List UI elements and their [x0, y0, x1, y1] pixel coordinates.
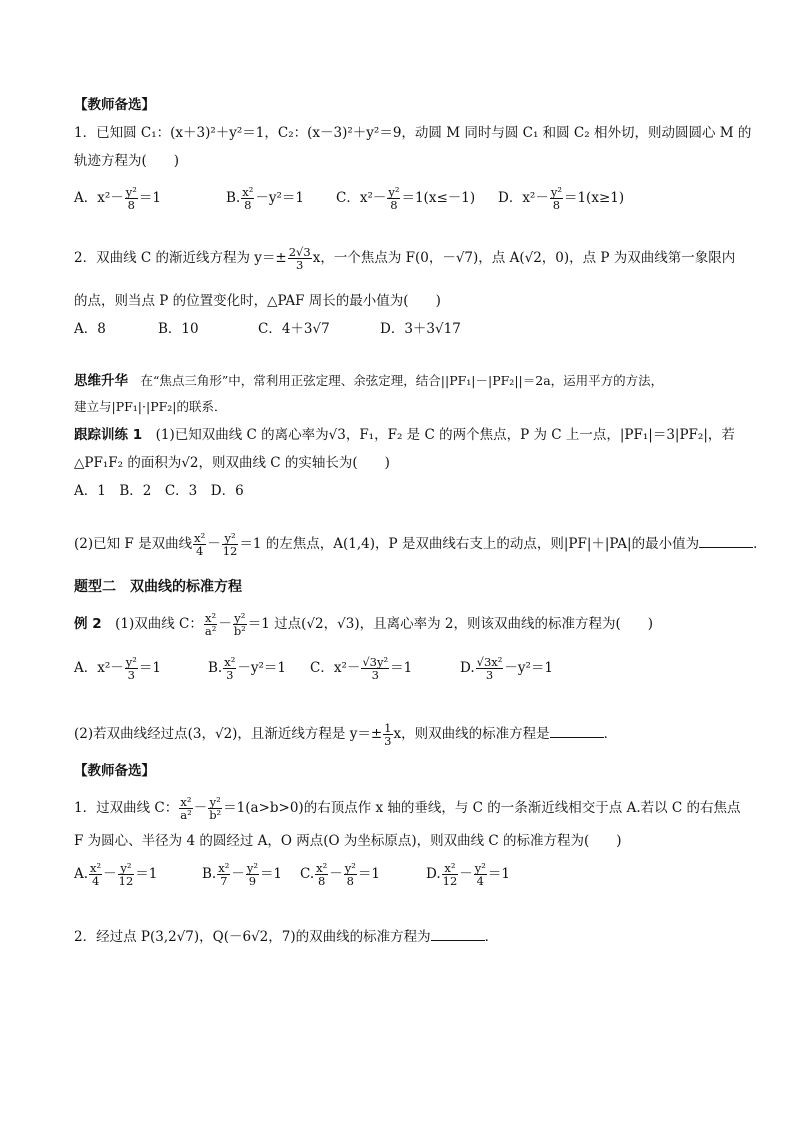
ex2-part1: 例 2 (1)双曲线 C： $\frac{\text{x²}}{\text{a²}}$ － $\frac{\text{y²}}{\text{b²}}$ ＝1 过点(√2，√3)，且离心率为 2，则该双曲线的标准方程为( )	[74, 611, 654, 638]
practice-line1: 跟踪训练 1 (1)已知双曲线 C 的离心率为√3，F₁，F₂ 是 C 的两个焦点，P 为 C 上一点，|PF₁|＝3|PF₂|，若	[74, 427, 735, 443]
practice-line2: △PF₁F₂ 的面积为√2，则双曲线 C 的实轴长为( )	[74, 455, 390, 471]
ex2-option-d: D. $\frac{\text{√3x²}}{3}$ －y²＝1	[460, 655, 554, 682]
q3-option-d: D. $\frac{\text{x²}}{12}$ － $\frac{\text{y²}}{4}$ ＝1	[426, 861, 510, 888]
q3-stem-line1: 1．过双曲线 C： $\frac{\text{x²}}{\text{a²}}$ － $\frac{\text{y²}}{\text{b²}}$ ＝1(a>b>0)的右顶点作 x 轴的垂线，与 C 的一条渐近线相交于点 A.若以 C 的右焦点	[74, 795, 741, 822]
q1-option-d: D．x²－ $\frac{\text{y²}}{8}$ ＝1(x≥1)	[498, 185, 625, 212]
q2-stem-line1: 2．双曲线 C 的渐近线方程为 y＝± $\frac{2√3}{3}$ x，一个焦点为 F(0，－√7)，点 A(√2，0)，点 P 为双曲线第一象限内	[74, 245, 736, 272]
q2-stem-line2: 的点，则当点 P 的位置变化时，△PAF 周长的最小值为( )	[74, 293, 441, 309]
answer-blank	[431, 928, 485, 941]
q2-option-b: B．10	[158, 321, 199, 337]
ex2-option-b: B. $\frac{\text{x²}}{3}$ －y²＝1	[208, 655, 286, 682]
q3-option-c: C. $\frac{\text{x²}}{8}$ － $\frac{\text{y²}}{8}$ ＝1	[300, 861, 380, 888]
q1-options	[74, 180, 734, 210]
q4-stem: 2．经过点 P(3,2√7)，Q(－6√2，7)的双曲线的标准方程为 ．	[74, 929, 499, 945]
q1-option-c: C．x²－ $\frac{\text{y²}}{8}$ ＝1(x≤－1)	[336, 185, 476, 212]
q1-option-a: A．x²－ $\frac{\text{y²}}{8}$ ＝1	[74, 185, 161, 212]
q3-option-b: B. $\frac{\text{x²}}{7}$ － $\frac{\text{y²}}{9}$ ＝1	[202, 861, 283, 888]
answer-blank	[699, 535, 753, 548]
q2-option-a: A．8	[74, 321, 106, 337]
thinking-line1: 思维升华 在“焦点三角形”中，常利用正弦定理、余弦定理，结合||PF₁|－|PF₂||＝2a，运用平方的方法，	[74, 373, 664, 389]
q3-option-a: A. $\frac{\text{x²}}{4}$ － $\frac{\text{y²}}{12}$ ＝1	[74, 861, 158, 888]
q1-stem-line2: 轨迹方程为( )	[74, 153, 180, 169]
q1-stem-line1: 1．已知圆 C₁：(x＋3)²＋y²＝1，C₂：(x－3)²＋y²＝9，动圆 M 同时与圆 C₁ 和圆 C₂ 相外切，则动圆圆心 M 的	[74, 125, 752, 141]
q3-stem-line2: F 为圆心、半径为 4 的圆经过 A，O 两点(O 为坐标原点)，则双曲线 C 的标准方程为( )	[74, 833, 622, 849]
ex2-option-a: A．x²－ $\frac{\text{y²}}{3}$ ＝1	[74, 655, 161, 682]
q2-option-d: D．3＋3√17	[380, 321, 461, 337]
ex2-option-c: C．x²－ $\frac{\text{√3y²}}{3}$ ＝1	[310, 655, 413, 682]
q1-option-b: B. $\frac{\text{x²}}{8}$ －y²＝1	[226, 185, 304, 212]
section-title: 题型二 双曲线的标准方程	[74, 579, 242, 595]
practice-title: 跟踪训练 1	[74, 427, 143, 443]
practice-options: A．1 B．2 C．3 D．6	[74, 483, 244, 499]
thinking-line2: 建立与|PF₁|·|PF₂|的联系．	[74, 399, 227, 414]
thinking-title: 思维升华	[74, 373, 128, 389]
answer-blank	[550, 725, 604, 738]
teacher-section-header: 【教师备选】	[74, 97, 155, 113]
ex2-part2: (2)若双曲线经过点(3，√2)，且渐近线方程是 y＝± $\frac{1}{3}$ x，则双曲线的标准方程是 ．	[74, 721, 618, 748]
q2-option-c: C．4＋3√7	[258, 321, 330, 337]
ex2-label: 例 2	[74, 616, 102, 632]
practice-part2: (2)已知 F 是双曲线 $\frac{\text{x²}}{4}$ － $\frac{\text{y²}}{12}$ ＝1 的左焦点，A(1,4)，P 是双曲线右支上的动点，则|PF|＋|PA|的最小值为 ．	[74, 531, 767, 558]
ex2-options	[74, 652, 734, 682]
q3-options	[74, 858, 734, 888]
teacher-section-header-2: 【教师备选】	[74, 763, 155, 779]
